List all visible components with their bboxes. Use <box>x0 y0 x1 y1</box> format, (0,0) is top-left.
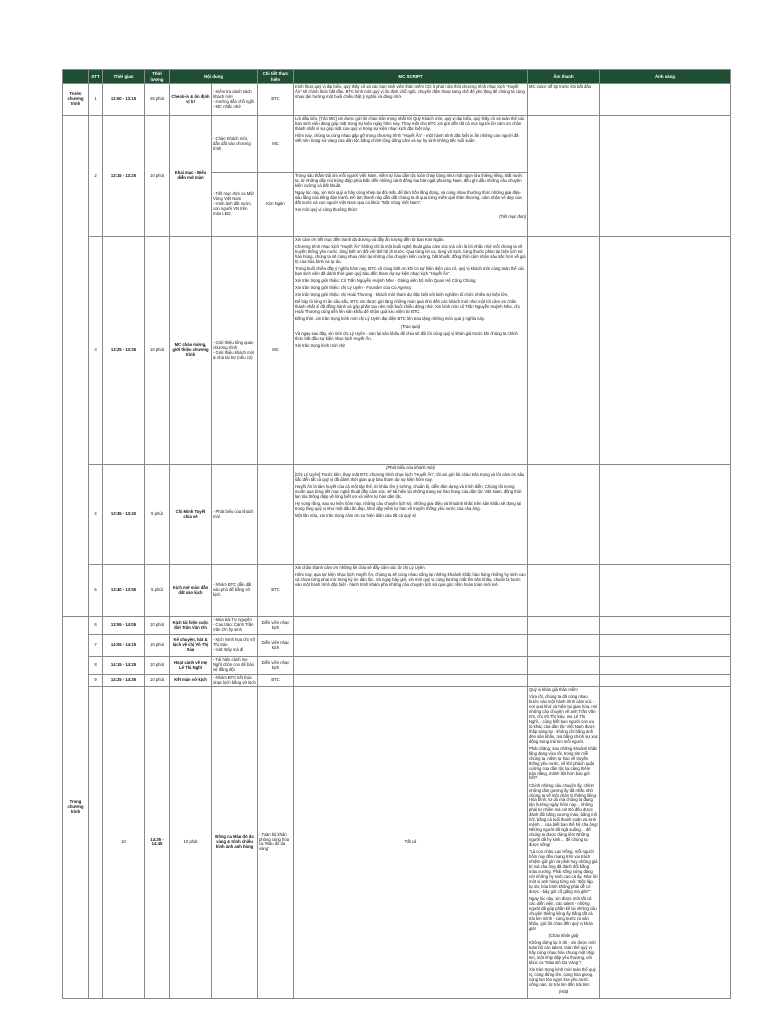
header-stt[interactable]: STT <box>89 70 103 84</box>
script-paragraph: Lời đầu tiên, [Tân MC] xin được gửi lời chào trân trọng nhất tới Quý Khách mời, quý vị đại biểu, quý thầy cô và toàn thể các bạn sinh viên đang góp mặt trong sự kiện ngày hôm nay. Thay mặt cho BTC xin gửi đến tất cả mọi người lời cảm ơn chân thành nhất vì sự góp mặt của quý vị trong sự kiện nhạc kịch đặc biệt này. <box>295 115 526 131</box>
cell-title: Check-in & ổn định vị trí <box>170 84 212 116</box>
cell-executor: Diễn viên nhạc kịch <box>258 635 294 657</box>
sub-cell-detail <box>212 116 257 172</box>
table-row <box>63 116 731 237</box>
cell-time: 13:15 - 13:25 <box>103 116 145 237</box>
cell-time: 13:40 - 13:55 <box>103 565 145 617</box>
cell-executor: MC <box>258 237 294 465</box>
cell-sound <box>528 237 600 465</box>
cell-mc-script <box>294 617 528 635</box>
script-paragraph: Hôm nay, qua sự kiện nhạc kịch Huyết Ấn, chúng ta sẽ cùng nhau sống lại những khoảnh khắc hào hùng những hy sinh cao cả chưa từng phai mờ trong ký ức dân tộc. Và ngay bây giờ, xin mời quý vị cùng hướng mắt lên sân khấu, chuẩn bị bước vào một hành trình đặc biệt - hành trình khám phá những câu chuyện lịch sử qua góc nhìn hoàn toàn mới mẻ. <box>295 571 527 587</box>
cell-detail: - Nhóm BTC kết thúc nhạc kịch bằng vở kịch <box>212 675 258 687</box>
cell-duration: 10 phút <box>145 635 170 657</box>
cell-executor: BTC <box>258 565 294 617</box>
cell-detail: - Múa bài Tự nguyện - Cao trào: Cảnh Trần Văn Ơn hy sinh <box>212 617 258 635</box>
script-paragraph: Ngay lúc này, xin mời quý vị hãy cùng khép lại đôi mắt, để tâm hồn lắng đọng, và cùng nhau thưởng thức những giai điệu sâu lắng của tiếng đàn tranh. Để âm thanh này dẫn dắt chúng ta đi qua từng miền quê thân thương, cảm nhận vẻ đẹp của đất nước và con người Việt Nam qua ca khúc "Một Vòng Việt Nam". <box>295 189 523 205</box>
cell-mc-script <box>294 237 528 465</box>
cell-script-group <box>294 116 528 237</box>
script-paragraph: Đồng thời, xin trân trọng kính mời chị Lý Uyên đại diện BTC lên trao tặng những món quà ý nghĩa này. <box>295 316 485 322</box>
cell-stt: 9 <box>89 675 103 687</box>
script-paragraph: (Tiết mục đơn) <box>498 214 526 220</box>
cell-executor: Tất cả <box>294 687 528 998</box>
cell-exec-text: Kim Ngân <box>266 201 285 207</box>
script-paragraph: Vừa rồi, chúng ta đã cùng nhau bước vào một hành trình cảm xúc - nơi quá khứ và hiện tại giao hòa, nơi những câu chuyện về anh Trần Văn Ơn, chị Võ Thị Sáu, mẹ Lê Thị Nghĩ... cùng biết bao người con ưu tú khác của dân tộc Việt Nam được thắp sáng lại - không chỉ bằng ánh đèn sân khấu, mà bằng chính sự xúc động trong trái tim mỗi người. <box>529 694 600 744</box>
cell-sound <box>528 465 600 565</box>
section-spacer <box>63 116 89 617</box>
cell-title: Kịch tái hiện cuộc đời Trần Văn Ơn <box>170 617 212 635</box>
cell-light <box>600 465 731 565</box>
cell-stt: 6 <box>89 617 103 635</box>
script-paragraph: Chính những câu chuyện ấy, chính những tấm gương ấy đã nhắc nhở chúng ta về một chân lý thiêng liêng: Hòa bình, tự do mà chúng ta đang tận hưởng ngày hôm nay… không phải tự nhiên mà có! Đó đều được đánh đổi bằng xương máu, bằng mồ hôi, bằng cả tuổi thanh xuân và sinh mệnh… của biết bao thế hệ cha ông! Những người đã ngã xuống… để chúng ta được đứng lên! Những người đã hy sinh… để chúng ta được sống! <box>529 782 599 848</box>
sub-cell-exec <box>258 116 293 172</box>
script-paragraph: (Trao quà) <box>400 323 421 329</box>
cell-light <box>600 635 731 657</box>
script-paragraph: Xin cảm ơn tiết mục đến tranh đa dương và đầy ấn tượng đến từ bạn Kim Ngân. <box>295 236 445 242</box>
cell-title: MC chào mừng, giới thiệu chương trình <box>170 237 212 465</box>
script-paragraph: Kính thưa quý vị đại biểu, quý thầy cô và các bạn sinh viên thân mến! Chỉ ít phút nữa thôi chương trình nhạc kịch "Huyết Ấn" sẽ chính thức bắt đầu. BTC kính mời quý vị ổn định chỗ ngồi, chuyển điện thoại sang chế độ yên lặng để chúng ta cùng nhau tận hưởng một buổi chiều thật ý nghĩa và đáng nhớ. <box>295 83 526 99</box>
header-light[interactable]: Ánh sáng <box>600 70 731 84</box>
script-paragraph: Xin chân thành cảm ơn những lời chia sẻ đầy cảm xúc từ chị Lý Uyên. <box>295 564 426 570</box>
cell-mc-script <box>294 635 528 657</box>
table-row <box>63 657 731 675</box>
cell-sound <box>528 565 600 617</box>
table-row <box>63 465 731 565</box>
cell-title: Chị Minh Tuyết chia sẻ <box>170 465 212 565</box>
cell-duration: 10 phút <box>170 687 212 998</box>
script-paragraph: Xin mời quý vị cùng thưởng thức! <box>295 206 358 212</box>
cell-executor <box>258 465 294 565</box>
cell-sound <box>528 617 600 635</box>
cell-mc-script <box>294 465 528 565</box>
header-time[interactable]: Thời gian <box>103 70 145 84</box>
cell-stt: 1 <box>89 84 103 116</box>
cell-stt: 2 <box>89 116 103 237</box>
cell-light <box>600 565 731 617</box>
cell-title: Khai mạc - Biểu diễn mở màn <box>170 116 212 237</box>
script-paragraph: (Chào khán giả) <box>548 932 579 938</box>
script-paragraph: Một lần nữa, xin trân trọng cảm ơn sự hiện diện của tất cả quý vị! <box>295 513 417 519</box>
script-paragraph: Quý vị khán giả thân mến! <box>529 686 578 692</box>
cell-mc-script <box>294 675 528 687</box>
header-sound[interactable]: Âm thanh <box>528 70 600 84</box>
cell-time: 13:55 - 14:05 <box>103 617 145 635</box>
header-row <box>63 70 731 84</box>
cell-duration: 5 phút <box>145 465 170 565</box>
table-row <box>63 687 731 998</box>
cell-detail: - Phát biểu của khách mời <box>212 465 258 565</box>
script-paragraph: "Là con cháu Lạc Hồng, mỗi người hôm nay đều mang trên vai trách nhiệm giữ gìn và phát huy những giá trị mà cha ông đã đánh đổi bằng máu xương. Phải sống xứng đáng với những hy sinh cao cả ấy. Như lời một vị anh hùng từng nói: 'Độc lập, tự do, hòa bình không phải dễ có được - bảy giờ cố gắng mà giữ!'" <box>529 849 599 894</box>
cell-exec-group <box>258 116 294 237</box>
cell-time: 14:15 - 14:25 <box>103 657 145 675</box>
script-paragraph: Không dừng lại ở đó - xin được mời toàn bộ các talent, toàn thể quý vị hãy cùng nhau hòa chung một nhịp tim, một nhịp đập yêu thương, với khúc ca "Màu Đỏ Da Vàng"! <box>529 939 597 965</box>
header-executor[interactable]: Chi tiết thực hiện <box>258 70 294 84</box>
header-mc-script[interactable]: MC SCRIPT <box>294 70 528 84</box>
cell-mc-script <box>294 84 528 116</box>
cell-time: 14:05 - 14:15 <box>103 635 145 657</box>
section-label-truoc: Trước chương trình <box>63 84 89 116</box>
table-row <box>63 617 731 635</box>
section-label-trong: Trong chương trình <box>63 617 89 998</box>
cell-sound <box>528 675 600 687</box>
cell-detail: - Toàn bộ khán phòng cùng hòa ca 'Màu đỏ da vàng' <box>258 687 294 998</box>
script-paragraph: Phải chăng, sau những khoảnh khắc lắng đọng vừa rồi, trong tim mỗi chúng ta, niềm tự hào về truyền thống yêu nước, về khí phách quật cường của dân tộc lại càng thêm trào dâng, mãnh liệt hơn bao giờ hết? <box>529 745 599 781</box>
cell-stt: 7 <box>89 635 103 657</box>
cell-time: 13:25 - 13:35 <box>103 237 145 465</box>
cell-stt: 8 <box>89 657 103 675</box>
header-empty <box>63 70 89 84</box>
cell-sound <box>600 687 731 998</box>
script-paragraph: Xin trân trọng kính mời toàn thể quý vị, cùng đứng lên, cùng hòa giọng, cùng lan tỏa ngọn lửa yêu nước nồng nàn, từ trái tim đến trái tim! <box>529 966 597 987</box>
cell-title: Đồng ca Màu đỏ da vàng & trình chiếu hình ảnh anh hùng <box>212 687 258 998</box>
section-spacer <box>89 687 103 998</box>
cell-title: Hoạt cảnh về mẹ Lê Thị Nghĩ <box>170 657 212 675</box>
cell-time: 14:25 - 14:35 <box>103 675 145 687</box>
script-paragraph: Xin trân trọng giới thiệu: chị Lý Uyên - Founder của Cù Agency <box>295 285 412 291</box>
script-paragraph: Huyết Ấn là tâm huyết của cả một tập thể, từ khâu lên ý tưởng, chuẩn bị, diễn đàn dựng và trình diễn. Chúng tôi mong muốn qua từng tiết mục nghệ thuật đầy cảm xúc, sẽ tái hiện lại những trang sử hào hùng của dân tộc Việt Nam, đồng thời lan tỏa thông điệp về lòng biết ơn và niềm tự hào dân tộc. <box>295 484 523 499</box>
cell-stt: 5 <box>89 565 103 617</box>
sub-cell-detail <box>212 172 257 236</box>
script-paragraph: Và ngay sau đây, xin mời chị Lý Uyên - nàn lại sân khấu để chia sẻ đôi lời cùng quý vị khán giả trước khi chúng ta chính thức bắt đầu sự kiện nhạc kịch Huyết Ấn. <box>295 330 519 341</box>
script-paragraph: Để bày tỏ lòng tri ân sâu sắc, BTC xin được gửi tặng những món quà nhỏ đến các khách mời như một lời cảm ơn chân thành nhất vì đã đồng hành và góp phần tạo nên một buổi chiều đáng nhớ. Xin kính mời cô Trần Nguyễn Huỳnh Như, chị Hoài Thương cùng tiến lên sân khấu để nhận quà lưu niệm từ BTC. <box>295 299 521 315</box>
script-paragraph: Xin trân trọng giới thiệu: chị Hoài Thương - khách mời tham dự đặc biệt với kinh nghiệm tổ chức nhiều sự kiện lớn. <box>295 292 509 298</box>
cell-title: Kịch mở màn dẫn dắt vào kịch <box>170 565 212 617</box>
cell-time: 12:50 - 13:15 <box>103 84 145 116</box>
cell-duration: 10 phút <box>145 116 170 237</box>
cell-duration: 25 phút <box>145 84 170 116</box>
cell-light <box>600 657 731 675</box>
sub-cell-exec <box>258 172 293 236</box>
cell-detail: - Kiểm tra danh sách khách mời - Hướng dẫn chỗ ngồi - MC nhắc nhở <box>212 84 258 116</box>
cell-detail: - Giới thiệu tổng quan chương trình - Giới thiệu khách mời & nhà tài trợ (nếu có) <box>212 237 258 465</box>
sub-cell-script <box>294 116 527 172</box>
header-content[interactable]: Nội dung <box>170 70 258 84</box>
script-paragraph: (Hát) <box>558 988 569 994</box>
cell-detail: - Nhóm BTC dẫn dắt vào phủ để bằng vở kịch <box>212 565 258 617</box>
cell-light <box>600 617 731 635</box>
cell-mc-script <box>294 565 528 617</box>
script-paragraph: (Phát biểu của khách mời) <box>386 464 435 470</box>
cell-light <box>600 116 731 237</box>
table-row <box>63 565 731 617</box>
script-paragraph: Hy vọng rằng, sau sự kiện hôm nay, những câu chuyện lịch sử, những giai điệu và khoảnh khắc trên sân khấu sẽ đọng lại trong lòng quý vị như một dấu ấn đẹp, khơi dậy niềm tự hào về truyền thống yêu nước của cha ông. <box>295 501 523 512</box>
cell-executor: Diễn viên nhạc kịch <box>258 617 294 635</box>
cell-executor: BTC <box>258 675 294 687</box>
cell-title: Kết màn vở kịch <box>170 675 212 687</box>
cell-light <box>600 237 731 465</box>
cell-time: 13:35 - 13:40 <box>103 465 145 565</box>
table-row <box>63 84 731 116</box>
script-paragraph: Trong sâu thẳm trái tim mỗi người Việt Nam, niềm tự hào dân tộc luôn cháy bỏng như một ngọn lửa thiêng liêng. Đất nước ta, từ những dãy núi trùng điệp phía Bắc đến những cánh đồng lúa bát ngát phương Nam, đều ghi dấu những câu chuyện kiên cường và bất khuất. <box>295 172 524 188</box>
script-paragraph: Xin trân trọng giới thiệu: Cô Trần Nguyễn Huỳnh Như - Giảng viên bộ môn Quan Hệ Công Chúng. <box>295 278 477 284</box>
table-row <box>63 675 731 687</box>
script-paragraph: [Chị Lý Uyên] Trước tiên, thay mặt BTC chương trình nhạc kịch "Huyết Ấn", tôi xin gửi lời chào trân trọng và lời cảm ơn sâu sắc đến tất cả quý vị đã dành thời gian quý báu tham dự sự kiện hôm nay. <box>295 471 526 482</box>
cell-detail-text: - Chào Khách mời, dẫn dắt vào chương trình <box>213 135 252 151</box>
cell-executor: Diễn viên nhạc kịch <box>258 657 294 675</box>
cell-duration: 10 phút <box>145 617 170 635</box>
cell-duration: 10 phút <box>145 237 170 465</box>
sub-cell-script <box>294 172 527 236</box>
cell-mc-script <box>528 687 600 998</box>
cell-duration: 10 phút <box>145 675 170 687</box>
cell-light <box>600 675 731 687</box>
cell-detail-group <box>212 116 258 237</box>
script-paragraph: Chương trình nhạc kịch "Huyết Ấn" không chỉ là một buổi nghệ thuật giàu cảm xúc mà còn là lời nhắc nhở mỗi chúng ta về truyền thống yêu nước, lòng biết ơn đối với thế hệ đi trước. Qua từng lời ca, từng vở kịch, từng thước phim tái hiện lịch sử hào hùng, chúng ta sẽ cùng nhau nhìn lại những câu chuyện kiên cường, bất khuất, đồng thời cảm nhận sâu sắc hơn về giá trị của hòa bình và tự do. <box>295 243 527 264</box>
cell-exec-text: MC <box>272 140 279 146</box>
cell-stt: 3 <box>89 237 103 465</box>
cell-detail: - Tái hiện cảnh mẹ Nghĩ chôn con để bảo vệ đồng đội <box>212 657 258 675</box>
cell-title: Kể chuyện, hát & kịch về chị Võ Thị Sáu <box>170 635 212 657</box>
script-paragraph: Hôm nay, chúng ta cùng nhau gặp gỡ trong chương trình "Huyết Ấn" - một hành trình đặc biệt in ấn những con người đã viết nên trang sử vàng của dân tộc bằng chính lòng dũng cảm và sự hy sinh không tiếc tuổi xuân. <box>295 132 520 143</box>
script-paragraph: Ngay lúc này, xin được mời tất cả các diễn viên, các talent - những người đã góp phần kể lại những câu chuyện thiêng liêng ấy bằng tất cả trái tim mình - cùng bước ra sân khấu, gửi lời chào đến quý vị khán giả! <box>529 895 598 931</box>
script-paragraph: Trong buổi chiều đầy ý nghĩa hôm nay, BTC vô cùng biết ơn khi có sự hiện diện của cô, quý vị khách mời cùng toàn thể các bạn sinh viên đã dành thời gian quý báu đến tham dự sự kiện nhạc kịch "Huyết Ấn". <box>295 265 526 276</box>
cell-sound <box>528 116 600 237</box>
cell-time: 14:35 - 14:45 <box>145 687 170 998</box>
cell-duration: 10 phút <box>145 657 170 675</box>
cell-executor: BTC <box>258 84 294 116</box>
table-row <box>63 635 731 657</box>
cell-sound <box>528 657 600 675</box>
cell-stt: 10 <box>103 687 145 998</box>
cell-sound: MC voice off 3p trước khi bắt đầu <box>528 84 600 116</box>
cell-stt: 4 <box>89 465 103 565</box>
program-table <box>62 69 731 999</box>
cell-detail-text: - Tiết mục đơn ca Một Vòng Việt Nam - Hình ảnh đất nước, con người VN trên màn LED. <box>213 191 254 217</box>
script-paragraph: Xin trân trọng kính mời chị! <box>295 342 346 348</box>
cell-mc-script <box>294 657 528 675</box>
cell-light <box>600 84 731 116</box>
cell-sound <box>528 635 600 657</box>
table-row <box>63 237 731 465</box>
cell-detail: - Kịch minh họa chị Võ Thị Sáu - Hát: Đây mà đi <box>212 635 258 657</box>
cell-duration: 5 phút <box>145 565 170 617</box>
header-duration[interactable]: Thời lượng <box>145 70 170 84</box>
